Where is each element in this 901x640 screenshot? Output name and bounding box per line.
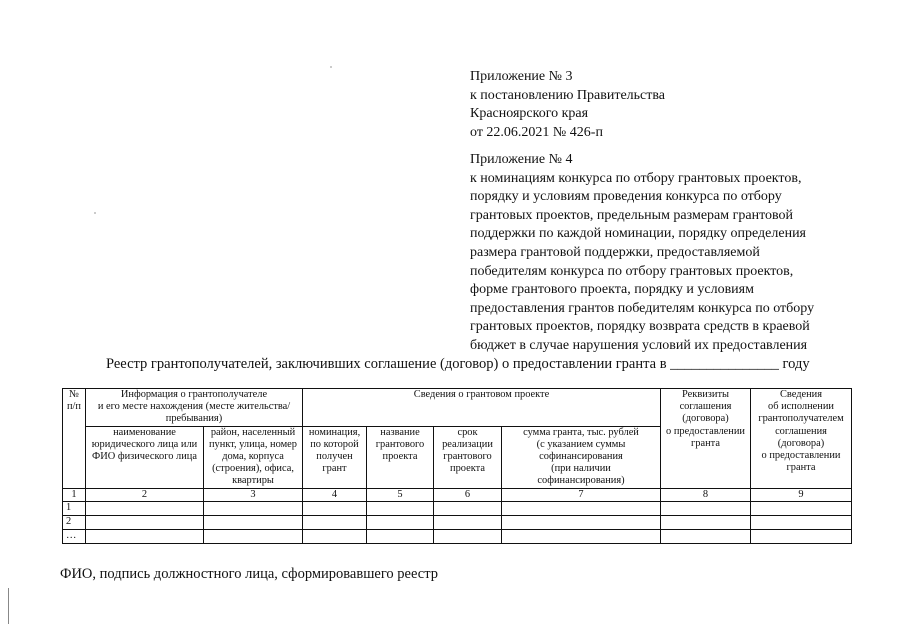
column-number: 2: [86, 488, 204, 501]
appendix-4-line: грантовых проектов, порядку возврата средств в краевой: [470, 319, 810, 335]
appendix-3-header: [470, 68, 665, 142]
table-cell: [434, 515, 502, 529]
column-number: 8: [661, 488, 751, 501]
header-agreement-execution: Сведения об исполнении грантополучателем соглашения (договора) о предоставлении гранта: [751, 389, 852, 489]
table-cell: [367, 515, 434, 529]
table-cell: [303, 501, 367, 515]
table-cell: [661, 529, 751, 543]
table-cell: [661, 501, 751, 515]
header-project-info: Сведения о грантовом проекте: [303, 389, 661, 427]
footer-signature-line: ФИО, подпись должностного лица, сформировавшего реестр: [60, 566, 438, 582]
table-cell: [367, 501, 434, 515]
column-number: 7: [502, 488, 661, 501]
appendix-4-line: размера грантовой поддержки, предоставляемой: [470, 244, 760, 260]
table-cell: [751, 515, 852, 529]
header-grant-amount: сумма гранта, тыс. рублей (с указанием суммы софинансирования (при наличии софинансирования): [502, 426, 661, 488]
table-cell: [367, 529, 434, 543]
table-cell: [204, 515, 303, 529]
appendix-4-line: форме грантового проекта, порядку и условиям: [470, 282, 754, 298]
header-agreement-details: Реквизиты соглашения (договора) о предоставлении гранта: [661, 389, 751, 489]
table-cell: [751, 501, 852, 515]
appendix-3-line: к постановлению Правительства: [470, 87, 666, 103]
table-cell: [204, 501, 303, 515]
appendix-4-line: поддержки по каждой номинации, порядку определения: [470, 226, 806, 242]
table-cell: [204, 529, 303, 543]
appendix-4-line: к номинациям конкурса по отбору грантовых проектов,: [470, 170, 802, 186]
header-row-number: № п/п: [63, 389, 86, 489]
header-recipient-address: район, населенный пункт, улица, номер дома, корпуса (строения), офиса, квартиры: [204, 426, 303, 488]
table-cell: [751, 529, 852, 543]
table-cell: [502, 515, 661, 529]
appendix-4-line: Приложение № 4: [470, 152, 573, 167]
column-number: 9: [751, 488, 852, 501]
header-recipient-info: Информация о грантополучателе и его месте нахождения (месте жительства/ пребывания): [86, 389, 303, 427]
appendix-4-line: победителям конкурса по отбору грантовых проектов,: [470, 263, 794, 279]
row-label: 2: [63, 515, 86, 529]
appendix-3-line: Красноярского края: [470, 106, 589, 122]
header-project-term: срок реализации грантового проекта: [434, 426, 502, 488]
table-cell: [86, 515, 204, 529]
table-cell: [434, 529, 502, 543]
appendix-4-line: порядку и условиям проведения конкурса по отбору: [470, 189, 782, 205]
appendix-4-line: предоставления грантов победителям конкурса по отбору: [470, 300, 815, 316]
row-label: 1: [63, 501, 86, 515]
grant-registry-table: [62, 388, 852, 544]
table-cell: [86, 501, 204, 515]
column-number: 5: [367, 488, 434, 501]
appendix-3-line: Приложение № 3: [470, 69, 573, 84]
header-nomination: номинация, по которой получен грант: [303, 426, 367, 488]
column-number: 3: [204, 488, 303, 501]
registry-title: Реестр грантополучателей, заключивших соглашение (договор) о предоставлении гранта в _______________ году: [106, 356, 810, 372]
column-number: 6: [434, 488, 502, 501]
column-number: 4: [303, 488, 367, 501]
row-label: …: [63, 529, 86, 543]
table-cell: [502, 529, 661, 543]
scan-margin-mark: [8, 588, 9, 624]
header-project-name: название грантового проекта: [367, 426, 434, 488]
scan-speck: [330, 66, 332, 68]
appendix-4-line: бюджет в случае нарушения условий их предоставления: [470, 337, 808, 353]
table-cell: [661, 515, 751, 529]
scan-speck: [94, 212, 96, 214]
table-cell: [303, 515, 367, 529]
table-cell: [502, 501, 661, 515]
column-number: 1: [63, 488, 86, 501]
header-recipient-name: наименование юридического лица или ФИО физического лица: [86, 426, 204, 488]
appendix-3-line: от 22.06.2021 № 426-п: [470, 124, 603, 140]
table-cell: [434, 501, 502, 515]
table-row: [63, 529, 852, 543]
table-row: [63, 515, 852, 529]
table-cell: [86, 529, 204, 543]
table-row: [63, 501, 852, 515]
appendix-4-line: грантовых проектов, предельным размерам грантовой: [470, 207, 794, 223]
table-cell: [303, 529, 367, 543]
appendix-4-header: [470, 151, 814, 356]
